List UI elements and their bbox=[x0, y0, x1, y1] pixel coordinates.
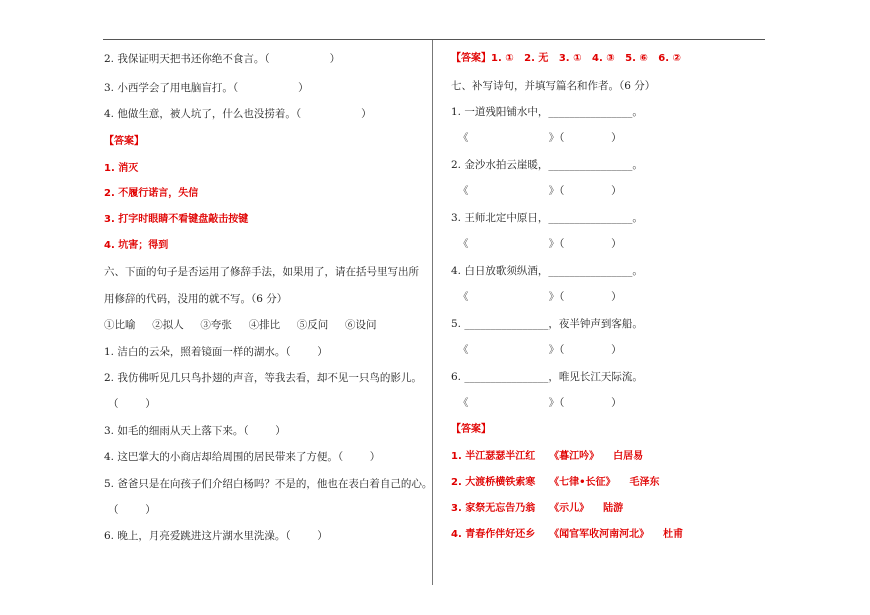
answer-line: 【答案】1. ① 2. 无 3. ① 4. ③ 5. ⑥ 6. ② bbox=[451, 53, 681, 64]
answer-line: 4. 青春作伴好还乡 《闻官军收河南河北》 杜甫 bbox=[451, 529, 684, 540]
poem-line: 2. 金沙水拍云崖暖，________________。 bbox=[451, 159, 643, 171]
poem-line: 3. 王师北定中原日，________________。 bbox=[451, 212, 643, 224]
question-line: 1. 洁白的云朵，照着镜面一样的湖水。（ ） bbox=[104, 346, 328, 358]
answer-line: 1. 半江瑟瑟半江红 《暮江吟》 白居易 bbox=[451, 451, 644, 462]
question-line: 6. 晚上，月亮爱跳进这片湖水里洗澡。（ ） bbox=[104, 530, 328, 542]
poem-line: 6. ________________，唯见长江天际流。 bbox=[451, 371, 643, 383]
answer-line: 1. 消灭 bbox=[104, 163, 139, 174]
question-blank: （ ） bbox=[108, 504, 156, 516]
answer-line: 3. 打字时眼睛不看键盘敲击按键 bbox=[104, 214, 249, 225]
rhetoric-options: ①比喻 ②拟人 ③夸张 ④排比 ⑤反问 ⑥设问 bbox=[104, 319, 377, 331]
poem-line: 1. 一道残阳铺水中，________________。 bbox=[451, 106, 643, 118]
answer-line: 4. 坑害；得到 bbox=[104, 240, 169, 251]
question-line: 2. 我仿佛听见几只鸟扑翅的声音，等我去看，却不见一只鸟的影儿。 bbox=[104, 372, 422, 384]
poem-title-author-blank: 《 》（ ） bbox=[458, 397, 622, 409]
answer-heading: 【答案】 bbox=[104, 136, 144, 147]
question-line: 5. 爸爸只是在向孩子们介绍白杨吗？不是的，他也在表白着自己的心。 bbox=[104, 478, 433, 490]
section-heading: 六、下面的句子是否运用了修辞手法，如果用了，请在括号里写出所 bbox=[104, 266, 419, 278]
question-line: 3. 小西学会了用电脑盲打。（ ） bbox=[104, 82, 309, 94]
poem-title-author-blank: 《 》（ ） bbox=[458, 132, 622, 144]
answer-line: 2. 不履行诺言，失信 bbox=[104, 188, 199, 199]
question-line: 4. 这巴掌大的小商店却给周围的居民带来了方便。（ ） bbox=[104, 451, 381, 463]
answer-line: 3. 家祭无忘告乃翁 《示儿》 陆游 bbox=[451, 503, 624, 514]
question-line: 2. 我保证明天把书还你绝不食言。（ ） bbox=[104, 53, 341, 65]
question-blank: （ ） bbox=[108, 398, 156, 410]
poem-title-author-blank: 《 》（ ） bbox=[458, 185, 622, 197]
poem-line: 4. 白日放歌须纵酒，________________。 bbox=[451, 265, 643, 277]
poem-title-author-blank: 《 》（ ） bbox=[458, 291, 622, 303]
poem-line: 5. ________________，夜半钟声到客船。 bbox=[451, 318, 643, 330]
poem-title-author-blank: 《 》（ ） bbox=[458, 344, 622, 356]
question-line: 3. 如毛的细雨从天上落下来。（ ） bbox=[104, 425, 286, 437]
header-rule bbox=[103, 39, 765, 40]
answer-heading: 【答案】 bbox=[451, 424, 491, 435]
section-heading-cont: 用修辞的代码，没用的就不写。（6 分） bbox=[104, 293, 288, 305]
answer-line: 2. 大渡桥横铁索寒 《七律•长征》 毛泽东 bbox=[451, 477, 660, 488]
question-line: 4. 他做生意，被人坑了，什么也没捞着。（ ） bbox=[104, 108, 372, 120]
poem-title-author-blank: 《 》（ ） bbox=[458, 238, 622, 250]
column-divider bbox=[432, 40, 433, 585]
section-heading: 七、补写诗句，并填写篇名和作者。（6 分） bbox=[451, 80, 656, 92]
